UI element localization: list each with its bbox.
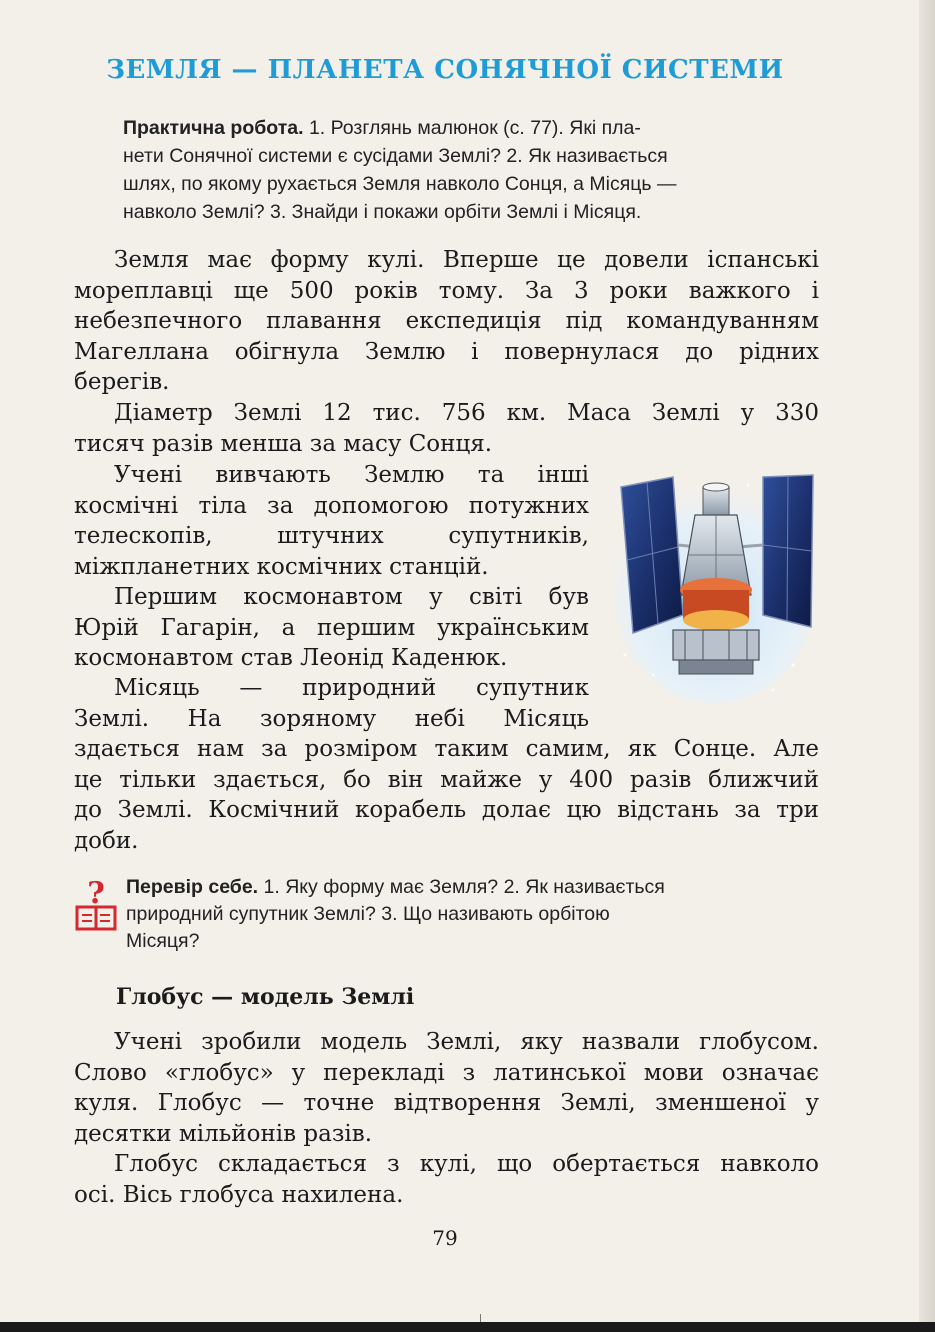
text-line: Першим космонавтом у світі був — [114, 584, 589, 610]
paragraph-earth-shape — [74, 245, 819, 398]
text-line: осі. Вісь глобуса нахилена. — [74, 1181, 404, 1208]
text-line: Землі. На зоряному небі Місяць — [74, 705, 589, 732]
check-label: Перевір себе. — [126, 876, 259, 898]
text-line: Учені зробили модель Землі, яку назвали глобусом. — [114, 1029, 819, 1055]
text-line: небезпечного плавання експедиція під командуванням — [74, 308, 819, 334]
text-line: Учені вивчають Землю та інші — [114, 462, 589, 488]
text-line: здається нам за розміром таким самим, як Сонце. Але — [74, 736, 819, 762]
paragraph-scientists — [74, 460, 589, 582]
text-line: тисяч разів менша за масу Сонця. — [74, 430, 493, 457]
check-line: природний супутник Землі? 3. Що називають орбітою — [126, 903, 610, 925]
text-line: Магеллана обігнула Землю і повернулася до рідних — [74, 338, 819, 365]
practical-label: Практична робота. — [123, 117, 304, 139]
paragraph-moon-narrow — [74, 673, 589, 734]
paragraph-earth-diameter — [74, 398, 819, 459]
practical-line: 1. Розглянь малюнок (с. 77). Які пла- — [303, 117, 641, 139]
text-line: десятки мільйонів разів. — [74, 1120, 373, 1147]
check-yourself-block — [126, 874, 818, 955]
scan-border — [0, 1322, 935, 1332]
text-line: доби. — [74, 827, 139, 854]
text-line: Глобус складається з кулі, що обертається навколо — [114, 1151, 819, 1177]
paragraph-globe-model — [74, 1027, 819, 1149]
check-line: 1. Яку форму має Земля? 2. Як називається — [258, 876, 665, 898]
page-edge — [919, 0, 935, 1332]
text-line: космонавтом став Леонід Каденюк. — [74, 645, 508, 671]
paragraph-globe-axis — [74, 1149, 819, 1210]
text-line: міжпланетних космічних станцій. — [74, 553, 489, 580]
section-subheading: Глобус — модель Землі — [116, 984, 415, 1010]
practical-line: шлях, по якому рухається Земля навколо Сонця, а Місяць — — [123, 173, 677, 195]
text-line: мореплавці ще 500 років тому. За 3 роки важкого і — [74, 277, 819, 304]
text-line: Слово «глобус» у перекладі з латинської мови означає — [74, 1059, 819, 1086]
question-book-icon — [73, 877, 119, 933]
paragraph-cosmonauts — [74, 582, 589, 674]
paragraph-moon-wide — [74, 734, 819, 856]
practical-line: навколо Землі? 3. Знайди і покажи орбіти Землі і Місяця. — [123, 201, 642, 223]
text-line: Земля має форму кулі. Вперше це довели іспанські — [114, 247, 819, 273]
text-line: куля. Глобус — точне відтворення Землі, зменшеної у — [74, 1090, 819, 1116]
text-line: Юрій Гагарін, а першим українським — [74, 614, 589, 641]
svg-text:?: ? — [87, 877, 105, 911]
text-line: космічні тіла за допомогою потужних — [74, 492, 589, 519]
practical-work-block — [123, 114, 818, 226]
practical-line: нети Сонячної системи є сусідами Землі? 2. Як називається — [123, 145, 668, 167]
text-line: Місяць — природний супутник — [114, 675, 589, 701]
text-line: Діаметр Землі 12 тис. 756 км. Маса Землі у 330 — [114, 400, 819, 426]
text-line: це тільки здається, бо він майже у 400 разів ближчий — [74, 766, 819, 793]
text-line: до Землі. Космічний корабель долає цю відстань за три — [74, 797, 819, 823]
page-mark — [480, 1314, 481, 1322]
text-line: телескопів, штучних супутників, — [74, 523, 589, 549]
text-line: берегів. — [74, 369, 170, 395]
page-title: ЗЕМЛЯ — ПЛАНЕТА СОНЯЧНОЇ СИСТЕМИ — [106, 55, 784, 85]
check-line: Місяця? — [126, 930, 200, 952]
page-number: 79 — [432, 1226, 458, 1250]
satellite-illustration — [613, 465, 818, 705]
